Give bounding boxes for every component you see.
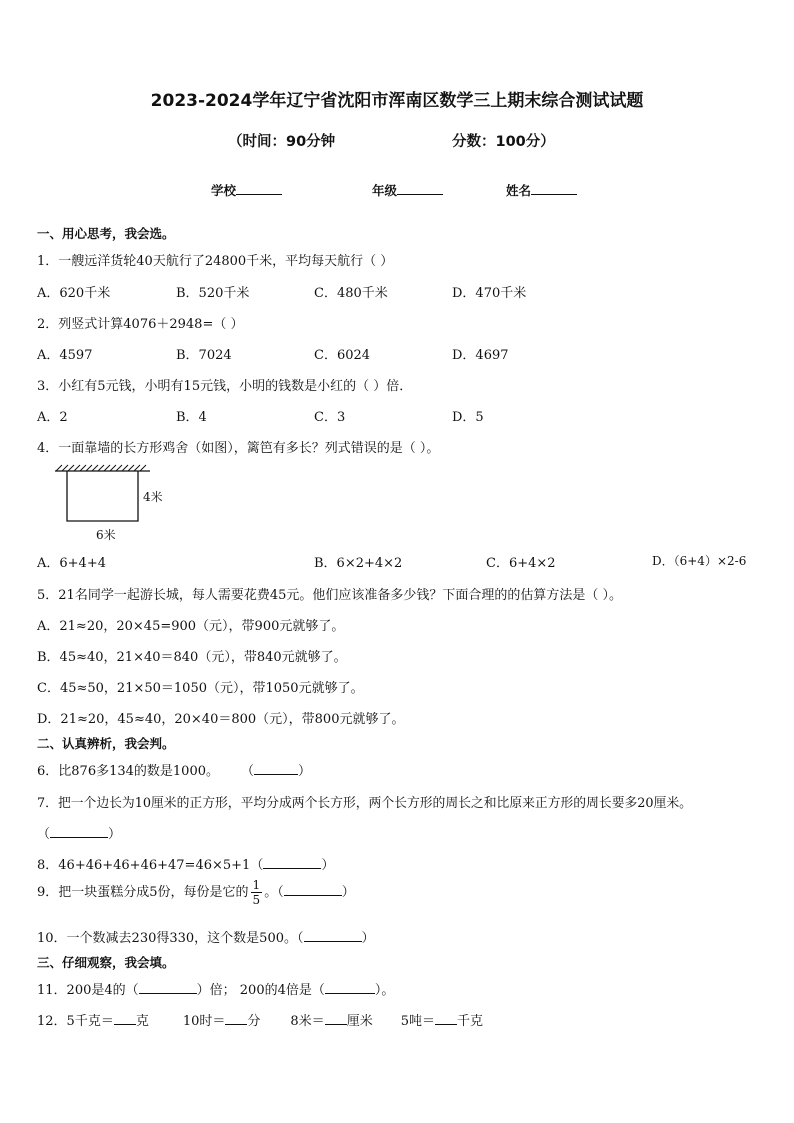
q12-blank-d[interactable] [435, 1011, 457, 1025]
q1-option-c: C．480千米 [314, 286, 388, 301]
q8-paren-open: （ [250, 858, 264, 873]
fence-outline [67, 471, 138, 521]
coop-figure [52, 462, 182, 544]
q8-answer-blank[interactable] [263, 855, 321, 869]
q2-option-a: A．4597 [37, 348, 93, 363]
q6-paren-open: （ [240, 764, 254, 779]
q12-blank-b[interactable] [225, 1011, 247, 1025]
q9-text: 9．把一块蛋糕分成5份，每份是它的 [37, 885, 249, 900]
q11-part-1: 11．200是4的（ [37, 983, 139, 998]
q7-answer [37, 823, 121, 842]
q6-paren-close: ） [298, 764, 312, 779]
fence-side-label: 4米 [143, 490, 163, 504]
question-8 [37, 854, 334, 873]
name-label: 姓名 [506, 183, 532, 198]
wall-hatching [55, 465, 150, 471]
question-4: 4．一面靠墙的长方形鸡舍（如图），篱笆有多长？列式错误的是（ ）。 [37, 441, 440, 456]
q12-blank-c[interactable] [325, 1011, 347, 1025]
q9-fraction [251, 878, 263, 907]
q2-option-c: C．6024 [314, 348, 371, 363]
q6-answer-blank[interactable] [254, 761, 298, 775]
q12-b-unit: 分 [247, 1014, 261, 1029]
q4-option-b: B．6×2+4×2 [314, 556, 403, 571]
q5-option-c: C．45≈50，21×50＝1050（元），带1050元就够了。 [37, 681, 364, 696]
q10-answer-blank[interactable] [304, 928, 362, 942]
name-field [506, 181, 577, 199]
q5-option-a: A．21≈20，20×45=900（元），带900元就够了。 [37, 619, 345, 634]
question-3: 3．小红有5元钱，小明有15元钱，小明的钱数是小红的（ ）倍． [37, 379, 413, 394]
q7-paren-close: ） [108, 827, 122, 842]
section-heading-1: 一、用心思考，我会选。 [37, 226, 175, 241]
q12-d-unit: 千克 [456, 1014, 483, 1029]
q3-option-a: A．2 [37, 410, 68, 425]
q4-option-a: A．6+4+4 [37, 556, 106, 571]
q9-paren-close: ） [341, 885, 355, 900]
q3-option-d: D．5 [452, 410, 484, 425]
q11-answer-blank-2[interactable] [325, 980, 375, 994]
q3-option-c: C．3 [314, 410, 346, 425]
q2-option-b: B．7024 [176, 348, 232, 363]
fence-bottom-label: 6米 [96, 528, 116, 542]
q7-answer-blank[interactable] [50, 824, 108, 838]
exam-time: （时间：90分钟 [228, 134, 336, 150]
page-title: 2023-2024学年辽宁省沈阳市浑南区数学三上期末综合测试试题 [150, 91, 644, 111]
question-9 [37, 878, 355, 907]
grade-field [372, 181, 443, 199]
q10-paren-close: ） [361, 931, 375, 946]
fraction-denominator: 5 [252, 893, 261, 907]
section-heading-2: 二、认真辨析，我会判。 [37, 736, 175, 751]
grade-blank[interactable] [397, 182, 443, 195]
question-5: 5．21名同学一起游长城，每人需要花费45元。他们应该准备多少钱？下面合理的的估算方法是（ ）。 [37, 588, 622, 603]
q8-text: 8．46+46+46+46+47=46×5+1 [37, 858, 251, 873]
q5-option-d: D．21≈20，45≈40，20×40＝800（元），带800元就够了。 [37, 712, 405, 727]
q10-paren-open: （ [296, 931, 304, 946]
q9-answer-blank[interactable] [284, 882, 342, 896]
school-blank[interactable] [236, 182, 282, 195]
q12-c-prefix: 8米＝ [290, 1014, 325, 1029]
grade-label: 年级 [372, 183, 398, 198]
question-7: 7．把一个边长为10厘米的正方形，平均分成两个长方形，两个长方形的周长之和比原来正方形的周长要多20厘米。 [37, 796, 692, 811]
question-11 [37, 979, 394, 998]
q12-a-prefix: 12．5千克＝ [37, 1014, 114, 1029]
q12-blank-a[interactable] [114, 1011, 136, 1025]
q1-option-a: A．620千米 [37, 286, 111, 301]
q12-c-unit: 厘米 [346, 1014, 373, 1029]
question-1: 1．一艘远洋货轮40天航行了24800千米，平均每天航行（ ） [37, 254, 394, 269]
q4-option-c: C．6+4×2 [486, 556, 556, 571]
q9-paren-open: （ [277, 885, 284, 900]
q1-option-d: D．470千米 [452, 286, 527, 301]
q11-part-2: ）倍； 200的4倍是（ [196, 983, 325, 998]
q6-text: 6．比876多134的数是1000。 [37, 764, 219, 779]
q12-b-prefix: 10时＝ [182, 1014, 226, 1029]
q12-a-unit: 克 [135, 1014, 149, 1029]
exam-score: 分数：100分） [452, 134, 555, 150]
q7-paren-open: （ [37, 827, 51, 842]
question-12 [37, 1010, 483, 1029]
school-label: 学校 [211, 183, 237, 198]
q3-option-b: B．4 [176, 410, 207, 425]
q5-option-b: B．45≈40，21×40＝840（元），带840元就够了。 [37, 650, 347, 665]
question-2: 2．列竖式计算4076＋2948=（ ） [37, 317, 244, 332]
q12-d-prefix: 5吨＝ [400, 1014, 435, 1029]
question-10 [37, 927, 375, 946]
q2-option-d: D．4697 [452, 348, 509, 363]
q1-option-b: B．520千米 [176, 286, 250, 301]
school-field [211, 181, 282, 199]
q10-text: 10．一个数减去230得330，这个数是500。 [37, 931, 297, 946]
question-6 [37, 760, 311, 779]
q11-answer-blank-1[interactable] [139, 980, 197, 994]
name-blank[interactable] [531, 182, 577, 195]
q9-period: 。 [264, 885, 278, 900]
q4-option-d: D．（6+4）×2-6 [652, 554, 747, 568]
q11-part-3: ）。 [374, 983, 395, 998]
q8-paren-close: ） [321, 858, 335, 873]
section-heading-3: 三、仔细观察，我会填。 [37, 955, 175, 970]
fraction-numerator: 1 [252, 878, 261, 892]
